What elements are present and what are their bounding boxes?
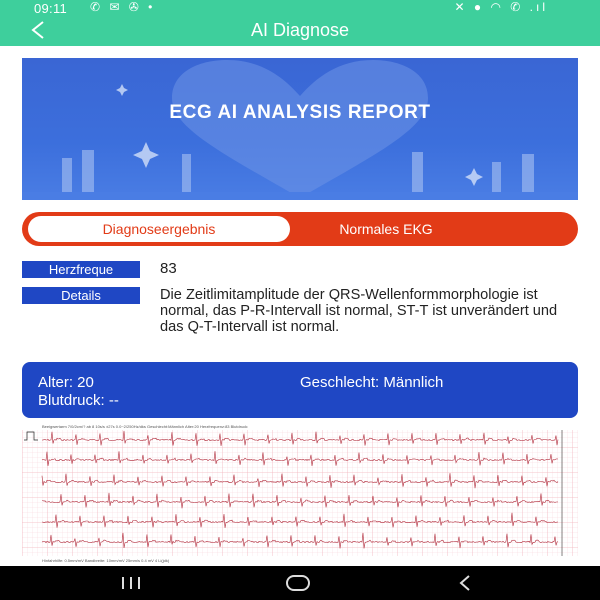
ecg-header-text: Beeigwertarm 7/0/2cm/? ab 8 10s/s ±27s 0.0~2/250Hz/dks Geschlecht:Männlich Alter:20 Herzfrequenz:83 Blutdruck: bbox=[42, 424, 249, 429]
status-time: 09:11 bbox=[34, 1, 68, 16]
heart-rate-label: Herzfreque bbox=[22, 261, 140, 278]
notification-icons: ✆ ✉ ✇ • bbox=[90, 0, 156, 14]
status-bar bbox=[0, 0, 600, 16]
patient-info-card bbox=[22, 362, 578, 418]
details-text: Die Zeitlimitamplitude der QRS-Wellenformmorphologie ist normal, das P-R-Intervall ist normal, ST-T ist unverändert und das Q-T-Intervall ist normal. bbox=[160, 287, 558, 335]
ecg-footer-text: Hinfahrhilfe: 0.5mm/mV Bandbreite: 10mm/mV 25mm/s 0.4 mV 4 Li(jdk) bbox=[42, 558, 170, 563]
tab-normales-ekg[interactable]: Normales EKG bbox=[339, 221, 433, 237]
report-banner bbox=[22, 58, 578, 200]
app-header bbox=[0, 0, 600, 46]
ecg-strip bbox=[22, 422, 578, 564]
tab-diagnoseergebnis[interactable]: Diagnoseergebnis bbox=[28, 216, 290, 242]
banner-title: ECG AI ANALYSIS REPORT bbox=[169, 102, 431, 123]
patient-blood-pressure: Blutdruck: -- bbox=[38, 392, 119, 409]
home-icon[interactable] bbox=[285, 574, 311, 592]
heart-rate-value: 83 bbox=[160, 260, 177, 277]
heart-illustration bbox=[22, 58, 578, 200]
patient-sex: Geschlecht: Männlich bbox=[300, 374, 444, 391]
details-label: Details bbox=[22, 287, 140, 304]
page-title: AI Diagnose bbox=[250, 20, 350, 40]
android-nav-bar bbox=[0, 566, 600, 600]
system-status-icons: ✕ ● ◠ ✆ .ıl bbox=[454, 0, 548, 14]
back-icon[interactable] bbox=[456, 574, 474, 592]
recent-apps-icon[interactable] bbox=[120, 575, 142, 591]
ecg-chart bbox=[22, 422, 578, 564]
patient-age: Alter: 20 bbox=[38, 374, 94, 391]
result-tabs bbox=[22, 212, 578, 246]
